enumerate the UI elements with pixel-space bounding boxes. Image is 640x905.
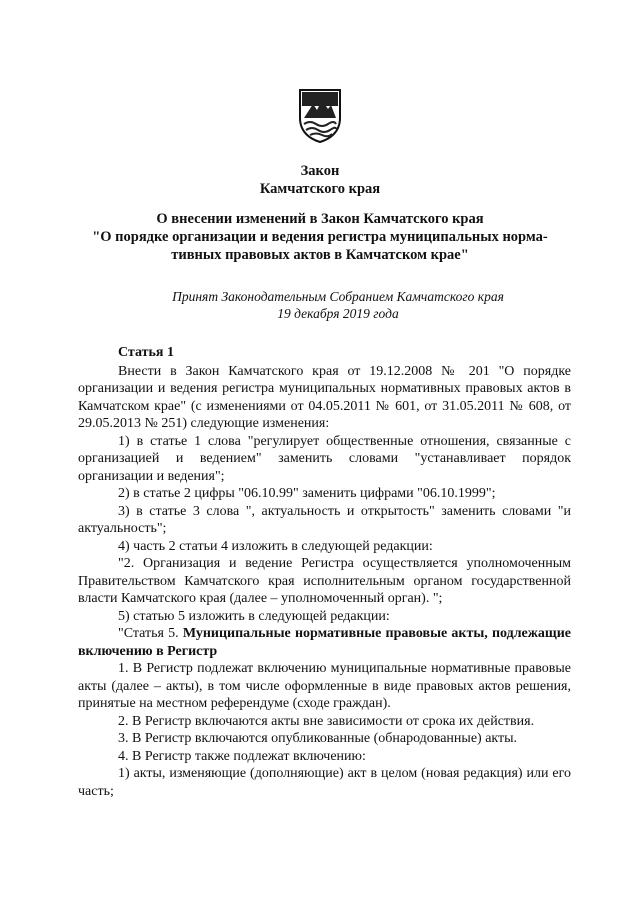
paragraph: "2. Организация и ведение Регистра осуществляется уполномоченным Правительством Камчатского края исполнительным органом государственной власти Камчатского края (далее – уполномоченный орган). "; [78, 556, 571, 606]
paragraph: Внести в Закон Камчатского края от 19.12.2008 № 201 "О порядке организации и ведения регистра муниципальных нормативных правовых актов в Камчатском крае" (с изменениями от 04.05.2011 № 601, от 31.05.2011 № 608, от 29.05.2013 № 251) следующие изменения: [78, 363, 571, 431]
kamchatka-coat-of-arms-icon [296, 88, 344, 144]
law-heading [0, 162, 640, 198]
paragraph: 4) часть 2 статьи 4 изложить в следующей редакции: [118, 538, 433, 554]
accepted-note [18, 288, 640, 322]
paragraph: 1. В Регистр подлежат включению муниципальные нормативные правовые акты (далее – акты), в том числе оформленные в виде правовых актов решения, принятые на местном референдуме (сходе граждан). [78, 661, 571, 711]
article5-heading [78, 625, 571, 660]
law-subtitle-line3: тивных правовых актов в Камчатском крае" [171, 247, 469, 263]
law-heading-line1: Закон [300, 163, 340, 179]
law-subtitle-line2: "О порядке организации и ведения регистра муниципальных норма- [92, 229, 548, 245]
paragraph: 3) в статье 3 слова ", актуальность и открытость" заменить словами "и актуальность"; [78, 503, 571, 536]
paragraph: 1) акты, изменяющие (дополняющие) акт в целом (новая редакция) или его часть; [78, 766, 571, 799]
law-heading-line2: Камчатского края [259, 181, 381, 197]
paragraph: 5) статью 5 изложить в следующей редакции: [118, 608, 390, 624]
law-subtitle [0, 210, 640, 264]
paragraph: 2) в статье 2 цифры "06.10.99" заменить цифрами "06.10.1999"; [118, 486, 496, 501]
paragraph: 3. В Регистр включаются опубликованные (обнародованные) акты. [118, 731, 518, 746]
article5-title: Муниципальные нормативные правовые акты, подлежащие включению в Регистр [78, 626, 572, 659]
paragraph: 2. В Регистр включаются акты вне зависимости от срока их действия. [118, 713, 535, 729]
article5-lead: "Статья 5. [118, 626, 183, 641]
paragraph: 1) в статье 1 слова "регулирует общественные отношения, связанные с организацией и ведением" заменить словами "устанавливает порядок организации и ведения"; [78, 433, 571, 484]
article-body [78, 344, 571, 800]
law-subtitle-line1: О внесении изменений в Закон Камчатского края [156, 211, 484, 227]
accepted-line1: Принят Законодательным Собранием Камчатского края [172, 289, 504, 304]
accepted-line2: 19 декабря 2019 года [277, 306, 399, 321]
paragraph: 4. В Регистр также подлежат включению: [118, 748, 366, 764]
article-title: Статья 1 [118, 345, 174, 360]
